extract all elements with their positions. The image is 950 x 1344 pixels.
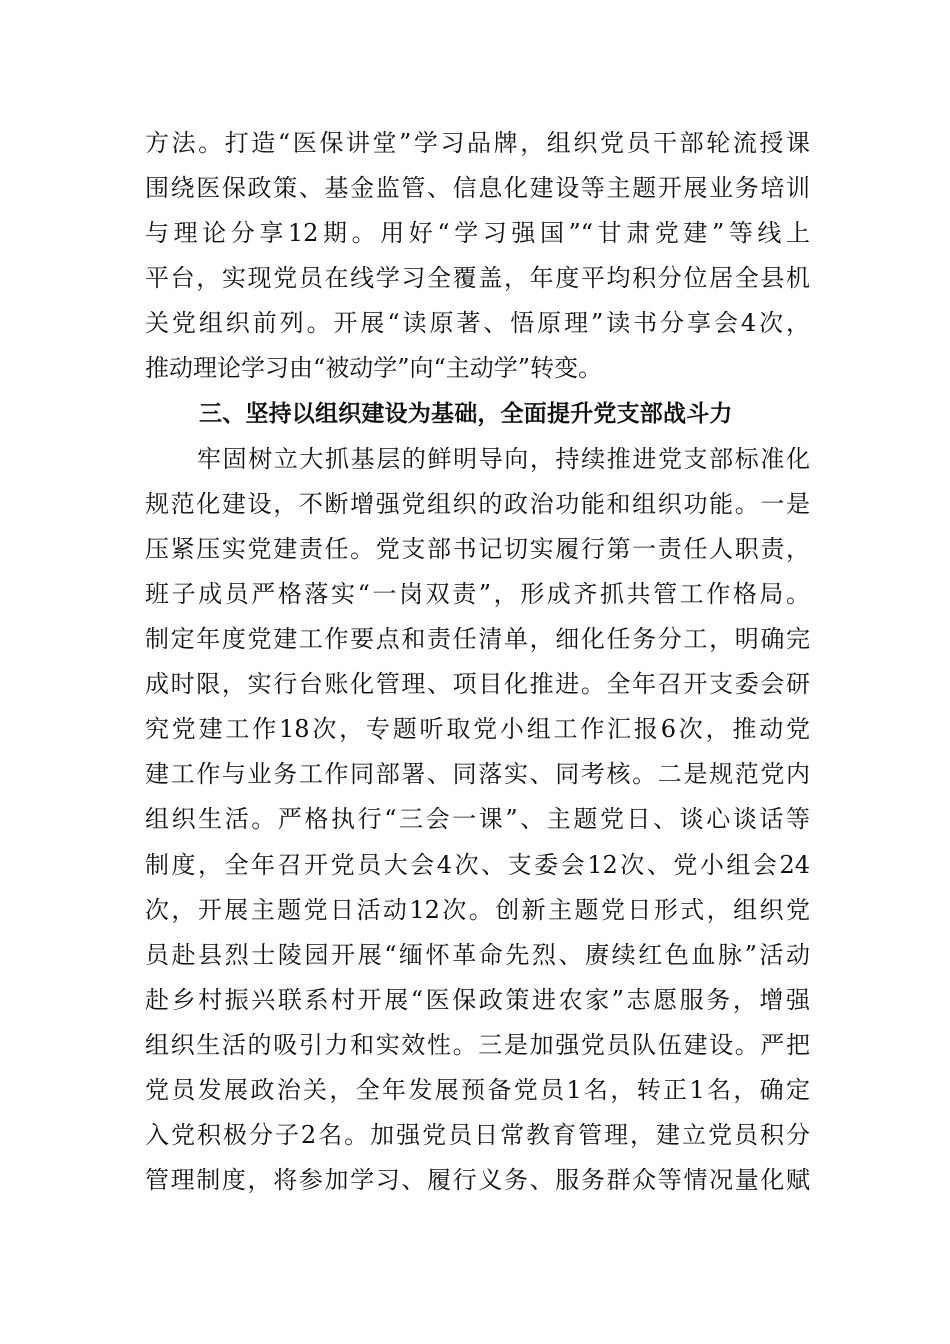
document-text-block	[145, 121, 810, 1203]
paragraph-line: 与理论分享12期。用好“学习强国”“甘肃党建”等线上	[145, 219, 810, 248]
paragraph-line: 平台，实现党员在线学习全覆盖，年度平均积分位居全县机	[145, 264, 810, 293]
paragraph-line: 制定年度党建工作要点和责任清单，细化任务分工，明确完	[145, 625, 810, 654]
paragraph-line: 制度，全年召开党员大会4次、支委会12次、党小组会24	[145, 850, 810, 879]
paragraph-line: 组织生活。严格执行“三会一课”、主题党日、谈心谈话等	[145, 805, 810, 834]
section-heading: 三、坚持以组织建设为基础，全面提升党支部战斗力	[199, 400, 733, 427]
paragraph-line: 入党积极分子2名。加强党员日常教育管理，建立党员积分	[145, 1121, 810, 1150]
paragraph-line: 牢固树立大抓基层的鲜明导向，持续推进党支部标准化	[197, 444, 810, 473]
paragraph-line: 压紧压实党建责任。党支部书记切实履行第一责任人职责，	[145, 534, 810, 563]
paragraph-line: 班子成员严格落实“一岗双责”，形成齐抓共管工作格局。	[145, 579, 810, 608]
paragraph-line: 成时限，实行台账化管理、项目化推进。全年召开支委会研	[145, 670, 810, 699]
paragraph-line: 究党建工作18次，专题听取党小组工作汇报6次，推动党	[145, 715, 810, 744]
paragraph-line: 方法。打造“医保讲堂”学习品牌，组织党员干部轮流授课	[145, 129, 810, 157]
paragraph-line: 党员发展政治关，全年发展预备党员1名，转正1名，确定	[145, 1075, 810, 1104]
paragraph-line: 建工作与业务工作同部署、同落实、同考核。二是规范党内	[145, 760, 810, 789]
paragraph-line: 围绕医保政策、基金监管、信息化建设等主题开展业务培训	[145, 174, 810, 203]
paragraph-line: 管理制度，将参加学习、履行义务、服务群众等情况量化赋	[145, 1166, 810, 1195]
paragraph-line: 组织生活的吸引力和实效性。三是加强党员队伍建设。严把	[145, 1030, 810, 1059]
paragraph-line: 次，开展主题党日活动12次。创新主题党日形式，组织党	[145, 895, 810, 924]
paragraph-line: 规范化建设，不断增强党组织的政治功能和组织功能。一是	[145, 489, 810, 518]
paragraph-line: 推动理论学习由“被动学”向“主动学”转变。	[145, 354, 603, 383]
paragraph-line: 赴乡村振兴联系村开展“医保政策进农家”志愿服务，增强	[145, 985, 810, 1014]
paragraph-line: 员赴县烈士陵园开展“缅怀革命先烈、赓续红色血脉”活动	[145, 940, 810, 969]
paragraph-line: 关党组织前列。开展“读原著、悟原理”读书分享会4次，	[145, 309, 810, 338]
